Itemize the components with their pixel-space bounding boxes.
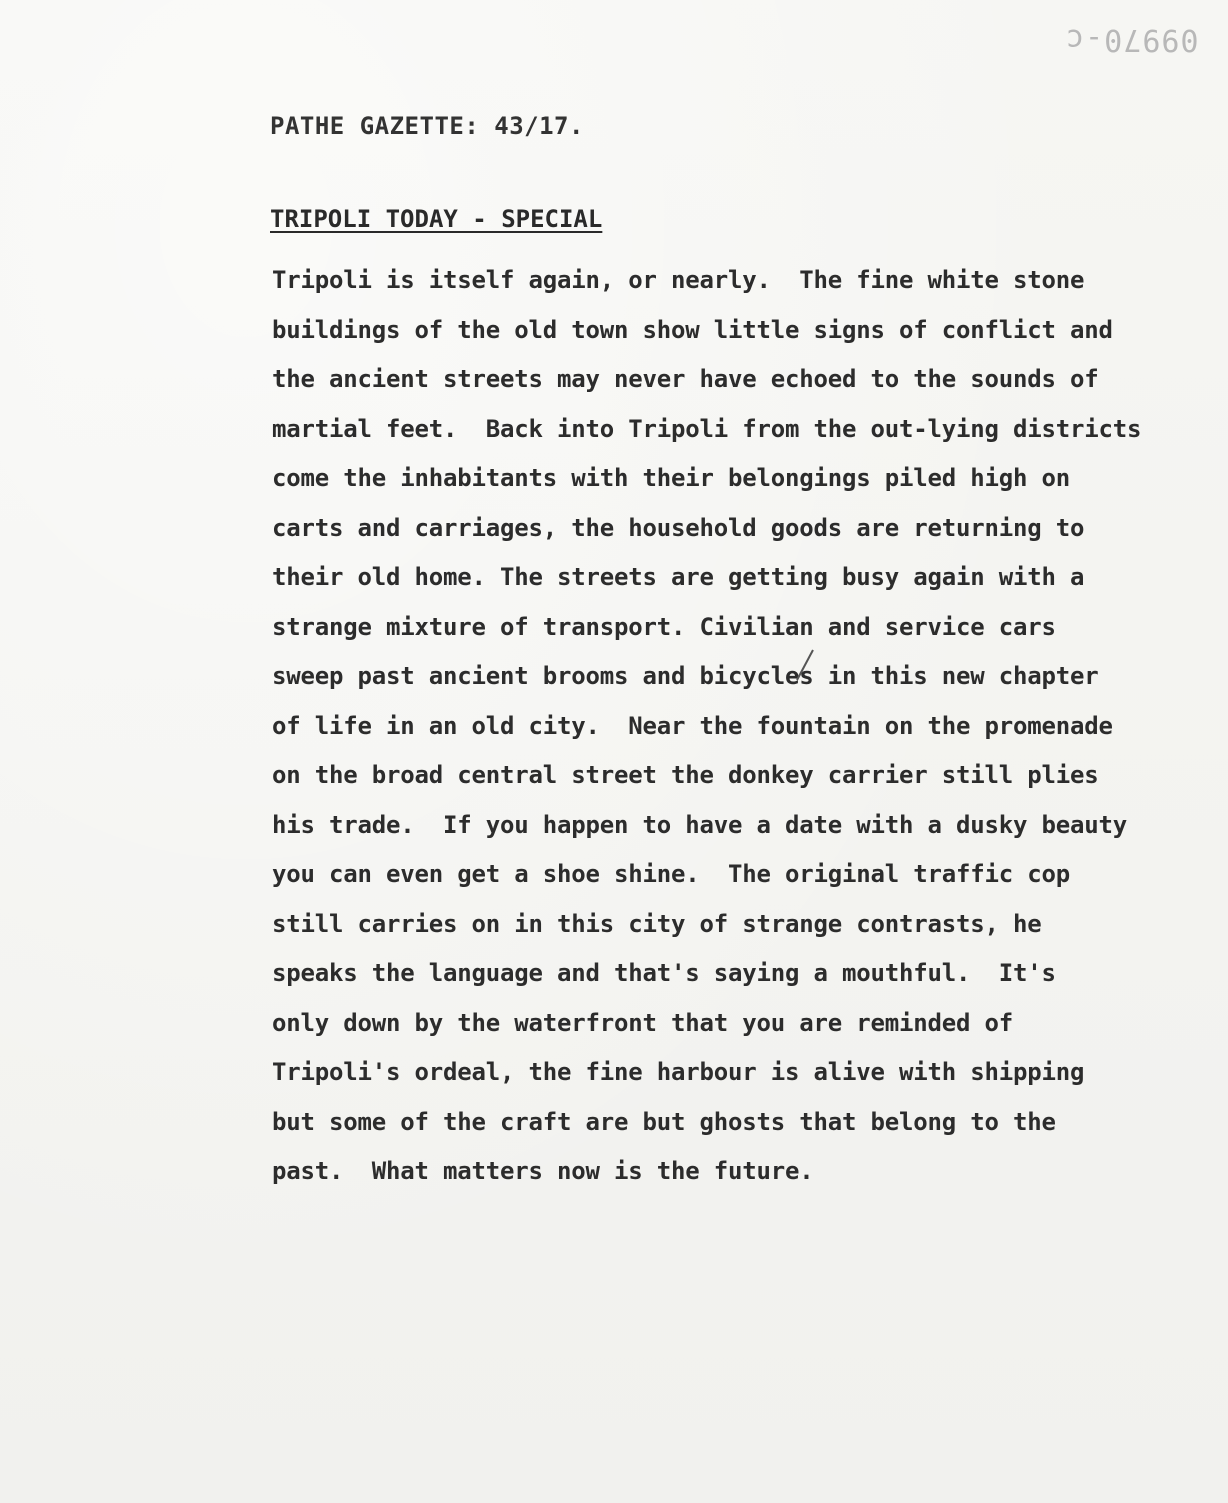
text-line: only down by the waterfront that you are reminded of bbox=[272, 1008, 1013, 1037]
text-line: martial feet. Back into Tripoli from the out-lying districts bbox=[272, 414, 1142, 443]
text-line: past. What matters now is the future. bbox=[272, 1157, 814, 1185]
text-line: still carries on in this city of strange contrasts, he bbox=[272, 909, 1042, 938]
reference-number: 09970-c bbox=[1064, 22, 1198, 57]
text-line: sweep past ancient brooms and bicycles in this new chapter bbox=[272, 662, 1099, 690]
text-line: but some of the craft are but ghosts that belong to the bbox=[272, 1107, 1056, 1136]
text-line: their old home. The streets are getting busy again with a bbox=[272, 563, 1085, 591]
text-line: Tripoli is itself again, or nearly. The fine white stone bbox=[272, 266, 1085, 294]
text-line: on the broad central street the donkey carrier still plies bbox=[272, 761, 1099, 789]
text-line: you can even get a shoe shine. The original traffic cop bbox=[272, 860, 1070, 888]
text-line: strange mixture of transport. Civilian and service cars bbox=[272, 612, 1056, 641]
text-line: Tripoli's ordeal, the fine harbour is alive with shipping bbox=[272, 1058, 1085, 1086]
text-line: carts and carriages, the household goods are returning to bbox=[272, 513, 1085, 542]
body-text bbox=[272, 256, 1212, 1197]
document-header: PATHE GAZETTE: 43/17. bbox=[270, 112, 584, 140]
text-line: speaks the language and that's saying a mouthful. It's bbox=[272, 959, 1056, 987]
text-line: come the inhabitants with their belongings piled high on bbox=[272, 464, 1070, 492]
text-line: the ancient streets may never have echoed to the sounds of bbox=[272, 365, 1099, 393]
text-line: his trade. If you happen to have a date with a dusky beauty bbox=[272, 810, 1127, 839]
text-line: buildings of the old town show little signs of conflict and bbox=[272, 315, 1113, 344]
document-subtitle: TRIPOLI TODAY - SPECIAL bbox=[270, 205, 603, 233]
text-line: of life in an old city. Near the fountain on the promenade bbox=[272, 711, 1113, 740]
